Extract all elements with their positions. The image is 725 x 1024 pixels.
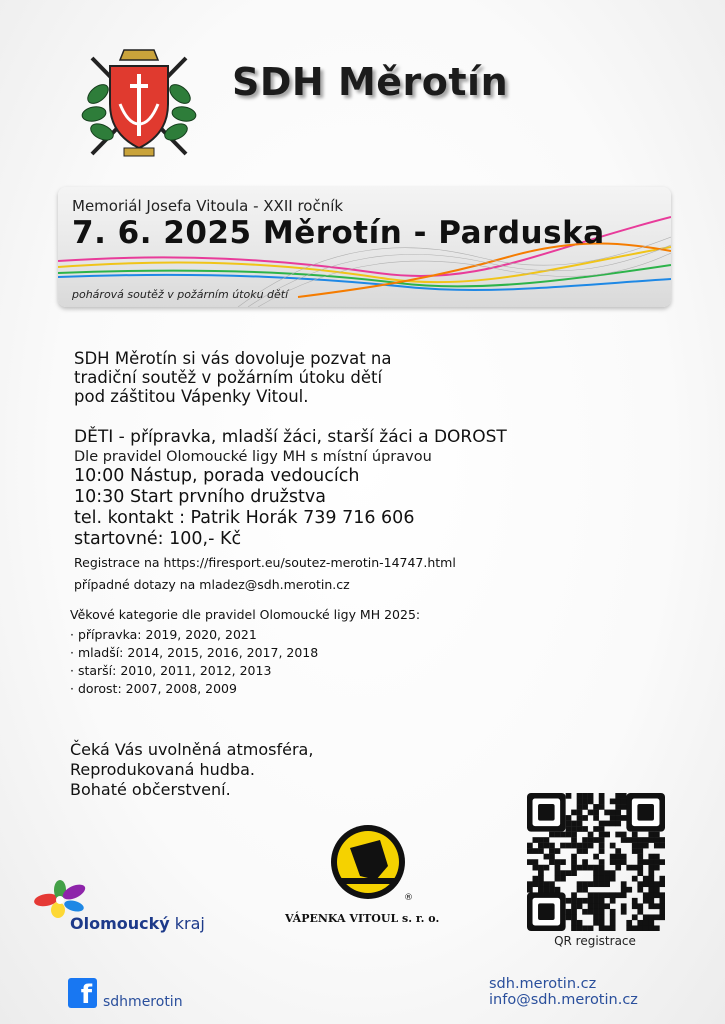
rules-line: Dle pravidel Olomoucké ligy MH s místní úpravou — [74, 449, 432, 465]
contact-line: tel. kontakt : Patrik Horák 739 716 606 — [74, 508, 415, 528]
closing-text — [70, 740, 313, 800]
fee-line: startovné: 100,- Kč — [74, 529, 242, 549]
organization-title: SDH Měrotín — [232, 60, 509, 104]
intro-line: SDH Měrotín si vás dovoluje pozvat na — [74, 349, 392, 368]
age-categories — [70, 606, 420, 698]
intro-line: pod záštitou Vápenky Vitoul. — [74, 387, 309, 406]
olomoucky-kraj-text — [70, 914, 205, 933]
banner-footer: pohárová soutěž v požárním útoku dětí — [72, 288, 289, 301]
vapenka-vitoul-text: VÁPENKA VITOUL s. r. o. — [285, 912, 440, 925]
closing-line: Bohaté občerstvení. — [70, 780, 231, 799]
facebook-icon[interactable]: f — [68, 978, 97, 1008]
participants-line: DĚTI - přípravka, mladší žáci, starší žáci a DOROST — [74, 427, 507, 447]
olomoucky-bold: Olomoucký — [70, 914, 170, 933]
facebook-handle[interactable]: sdhmerotin — [103, 994, 183, 1010]
closing-line: Reprodukovaná hudba. — [70, 760, 255, 779]
schedule-item: 10:00 Nástup, porada vedoucích — [74, 466, 360, 486]
flower-logo-icon — [30, 878, 90, 918]
kraj-text: kraj — [169, 914, 205, 933]
age-category-item: · dorost: 2007, 2008, 2009 — [70, 681, 237, 696]
age-categories-heading: Věkové kategorie dle pravidel Olomoucké ligy MH 2025: — [70, 607, 421, 622]
qr-label: QR registrace — [554, 934, 636, 948]
banner-subtitle: Memoriál Josefa Vitoula - XXII ročník — [72, 197, 344, 215]
qr-code-icon[interactable] — [527, 793, 665, 931]
closing-line: Čeká Vás uvolněná atmosféra, — [70, 740, 314, 759]
registration-link[interactable]: Registrace na https://firesport.eu/soutez-merotin-14747.html — [74, 555, 456, 570]
svg-text:®: ® — [404, 893, 413, 903]
schedule-item: 10:30 Start prvního družstva — [74, 487, 326, 507]
age-category-item: · mladší: 2014, 2015, 2016, 2017, 2018 — [70, 645, 319, 660]
event-info — [74, 427, 507, 594]
fire-brigade-emblem-icon — [80, 44, 198, 160]
questions-email[interactable]: případné dotazy na mladez@sdh.merotin.cz — [74, 577, 350, 592]
email-link[interactable]: info@sdh.merotin.cz — [489, 992, 638, 1008]
age-category-item: · starší: 2010, 2011, 2012, 2013 — [70, 663, 272, 678]
olomoucky-kraj-logo — [28, 878, 228, 938]
event-banner — [58, 187, 671, 307]
intro-line: tradiční soutěž v požárním útoku dětí — [74, 368, 383, 387]
age-category-item: · přípravka: 2019, 2020, 2021 — [70, 627, 257, 642]
website-link[interactable]: sdh.merotin.cz — [489, 976, 597, 992]
contact-links — [489, 976, 638, 1008]
invitation-text — [74, 349, 391, 406]
banner-headline: 7. 6. 2025 Měrotín - Parduska — [72, 215, 605, 251]
